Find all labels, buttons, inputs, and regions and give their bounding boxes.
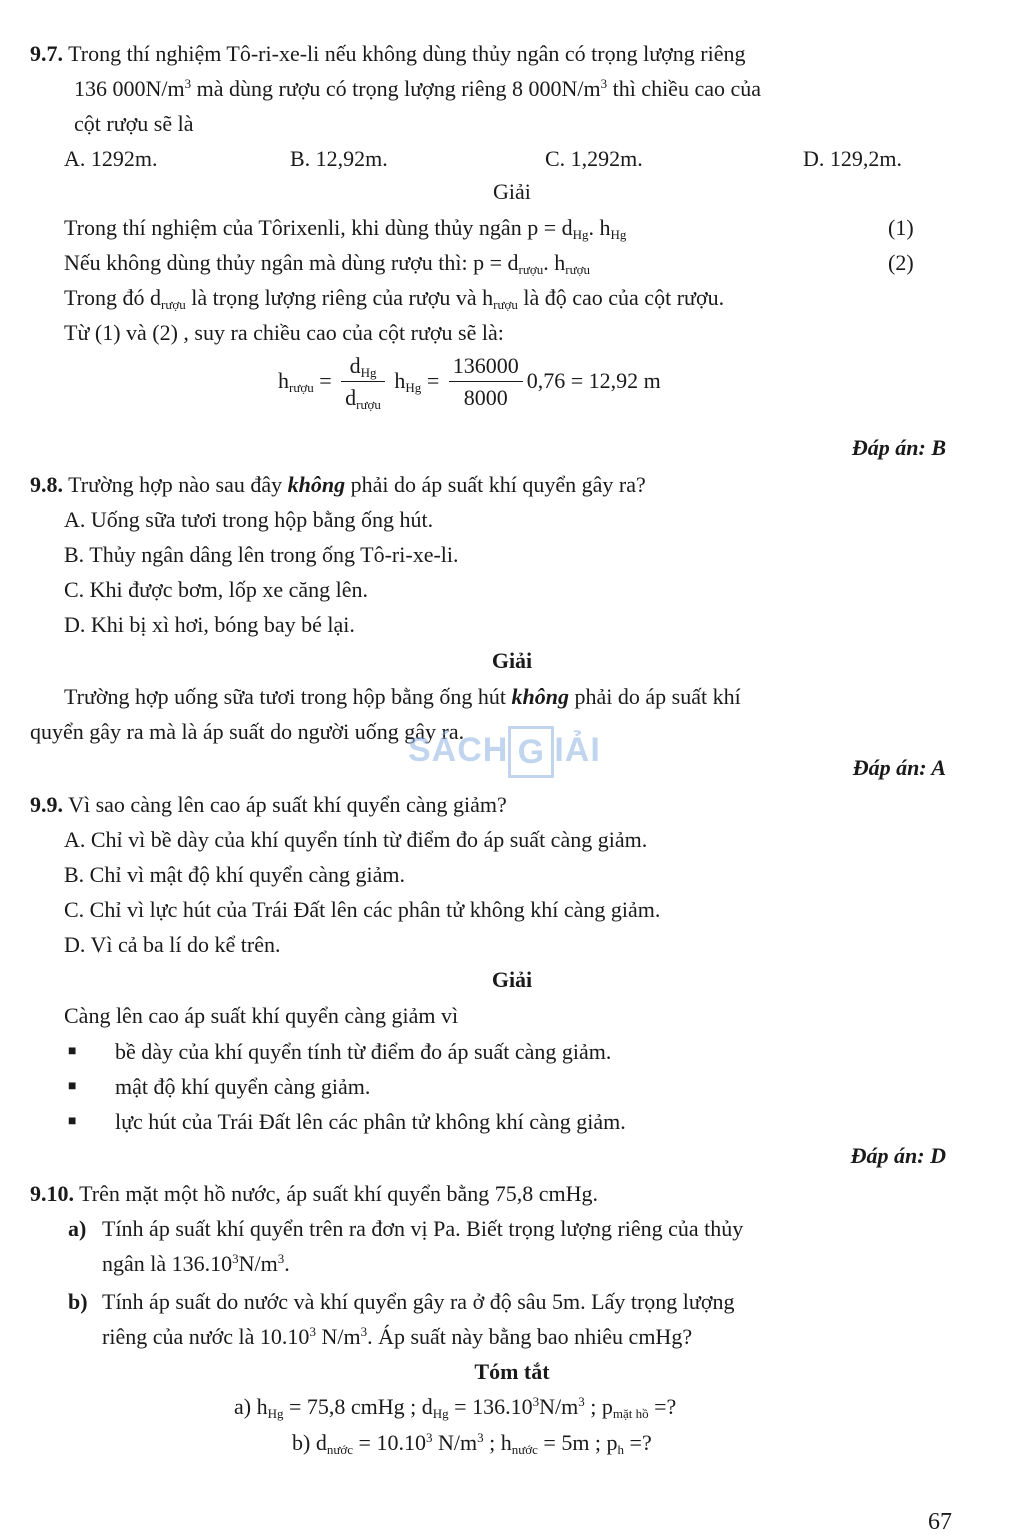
q910-b-line1: Tính áp suất do nước và khí quyển gây ra ở độ sâu 5m. Lấy trọng lượng [102, 1289, 735, 1314]
q910-line1: 9.10. Trên mặt một hồ nước, áp suất khí quyển bằng 75,8 cmHg. [30, 1181, 599, 1206]
formula-fraction-numbers: $\frac{136000}{8000}$ [449, 351, 523, 414]
q910-summary-b: b) $d_{nước} = 10.10^3$ $N/m^3$ ; $h_{nước} = 5m$ ; $p_h$ =? [292, 1430, 652, 1457]
q97-solution-heading: Giải [493, 179, 531, 204]
q910-b-label: b) [68, 1289, 88, 1314]
q99-bullet-2: mật độ khí quyển càng giảm. [115, 1074, 371, 1099]
q97-solution-line3: Trong đó $d_{rượu}$ là trọng lượng riêng của rượu và $h_{rượu}$ là độ cao của cột rượu. [64, 285, 725, 312]
q97-formula: $h_{rượu}$ = $\frac{d_{Hg}}{d_{rượu}}$ $h_{Hg}$ = $\frac{136000}{8000}$ 0,76 = 12,92 m [278, 353, 661, 413]
q98-option-d: D. Khi bị xì hơi, bóng bay bé lại. [64, 612, 355, 637]
q98-line1: 9.8. Trường hợp nào sau đây không phải do áp suất khí quyển gây ra? [30, 472, 646, 497]
q99-option-c: C. Chỉ vì lực hút của Trái Đất lên các phân tử không khí càng giảm. [64, 897, 661, 922]
q97-option-c: C. 1,292m. [545, 146, 643, 171]
q97-solution-line2: Nếu không dùng thủy ngân mà dùng rượu thì: $p = d_{rượu}$. $h_{rượu}$ [64, 250, 591, 277]
q98-option-a: A. Uống sữa tươi trong hộp bằng ống hút. [64, 507, 434, 532]
q98-answer: Đáp án: A [852, 755, 946, 780]
q99-bullet-1: bề dày của khí quyển tính từ điểm đo áp suất càng giảm. [115, 1039, 612, 1064]
bullet-icon: ■ [68, 1114, 77, 1129]
q97-solution-line4: Từ (1) và (2) , suy ra chiều cao của cột rượu sẽ là: [64, 320, 504, 345]
q98-number: 9.8. [30, 472, 63, 497]
q910-summary-heading: Tóm tắt [474, 1359, 550, 1384]
q99-answer: Đáp án: D [850, 1143, 946, 1168]
q98-solution-line1: Trường hợp uống sữa tươi trong hộp bằng ống hút không phải do áp suất khí [64, 684, 741, 709]
q97-line1: 9.7. Trong thí nghiệm Tô-ri-xe-li nếu không dùng thủy ngân có trọng lượng riêng [30, 41, 746, 66]
q99-number: 9.9. [30, 792, 63, 817]
q97-line3: cột rượu sẽ là [74, 111, 194, 136]
q99-option-b: B. Chỉ vì mật độ khí quyển càng giảm. [64, 862, 405, 887]
q99-line1: 9.9. Vì sao càng lên cao áp suất khí quyển càng giảm? [30, 792, 507, 817]
q99-solution-heading: Giải [491, 967, 533, 992]
q910-number: 9.10. [30, 1181, 74, 1206]
q97-solution-line1: Trong thí nghiệm của Tôrixenli, khi dùng thủy ngân $p = d_{Hg}$. $h_{Hg}$ [64, 215, 627, 242]
q98-solution-line2: quyển gây ra mà là áp suất do người uống gây ra. [30, 719, 465, 744]
q97-answer: Đáp án: B [851, 435, 946, 460]
q97-option-b: B. 12,92m. [290, 146, 388, 171]
q97-line2: 136 $000N/m^3$ mà dùng rượu có trọng lượng riêng 8 $000N/m^3$ thì chiều cao của [74, 76, 762, 101]
bullet-icon: ■ [68, 1044, 77, 1059]
q98-solution-heading: Giải [491, 648, 533, 673]
q910-summary-a: a) $h_{Hg} = 75,8$ cmHg ; $d_{Hg} = 136.10^3N/m^3$ ; $p_{mặt hồ}$ =? [234, 1394, 677, 1421]
q97-option-d: D. 129,2m. [803, 146, 902, 171]
q98-option-b: B. Thủy ngân dâng lên trong ống Tô-ri-xe-li. [64, 542, 459, 567]
formula-fraction-d: $\frac{d_{Hg}}{d_{rượu}}$ [341, 351, 385, 414]
q98-option-c: C. Khi được bơm, lốp xe căng lên. [64, 577, 369, 602]
page-number: 67 [928, 1509, 952, 1535]
q99-solution-line1: Càng lên cao áp suất khí quyển càng giảm vì [64, 1003, 459, 1028]
q910-b-line2: riêng của nước là 10.10$^3$ $N/m^3$. Áp suất này bằng bao nhiêu cmHg? [102, 1324, 693, 1349]
q910-a-line1: Tính áp suất khí quyển trên ra đơn vị Pa. Biết trọng lượng riêng của thủy [102, 1216, 744, 1241]
q97-option-a: A. 1292m. [64, 146, 158, 171]
q97-eq2-number: (2) [888, 250, 914, 275]
q99-option-a: A. Chỉ vì bề dày của khí quyển tính từ điểm đo áp suất càng giảm. [64, 827, 648, 852]
watermark-logo: SÁCH G IẢI [408, 720, 618, 780]
q97-number: 9.7. [30, 41, 63, 66]
q99-bullet-3: lực hút của Trái Đất lên các phân tử không khí càng giảm. [115, 1109, 626, 1134]
q910-a-line2: ngân là $136.10^3N/m^3$. [102, 1251, 290, 1276]
q910-a-label: a) [68, 1216, 87, 1241]
bullet-icon: ■ [68, 1079, 77, 1094]
q99-option-d: D. Vì cả ba lí do kể trên. [64, 932, 281, 957]
q97-eq1-number: (1) [888, 215, 914, 240]
